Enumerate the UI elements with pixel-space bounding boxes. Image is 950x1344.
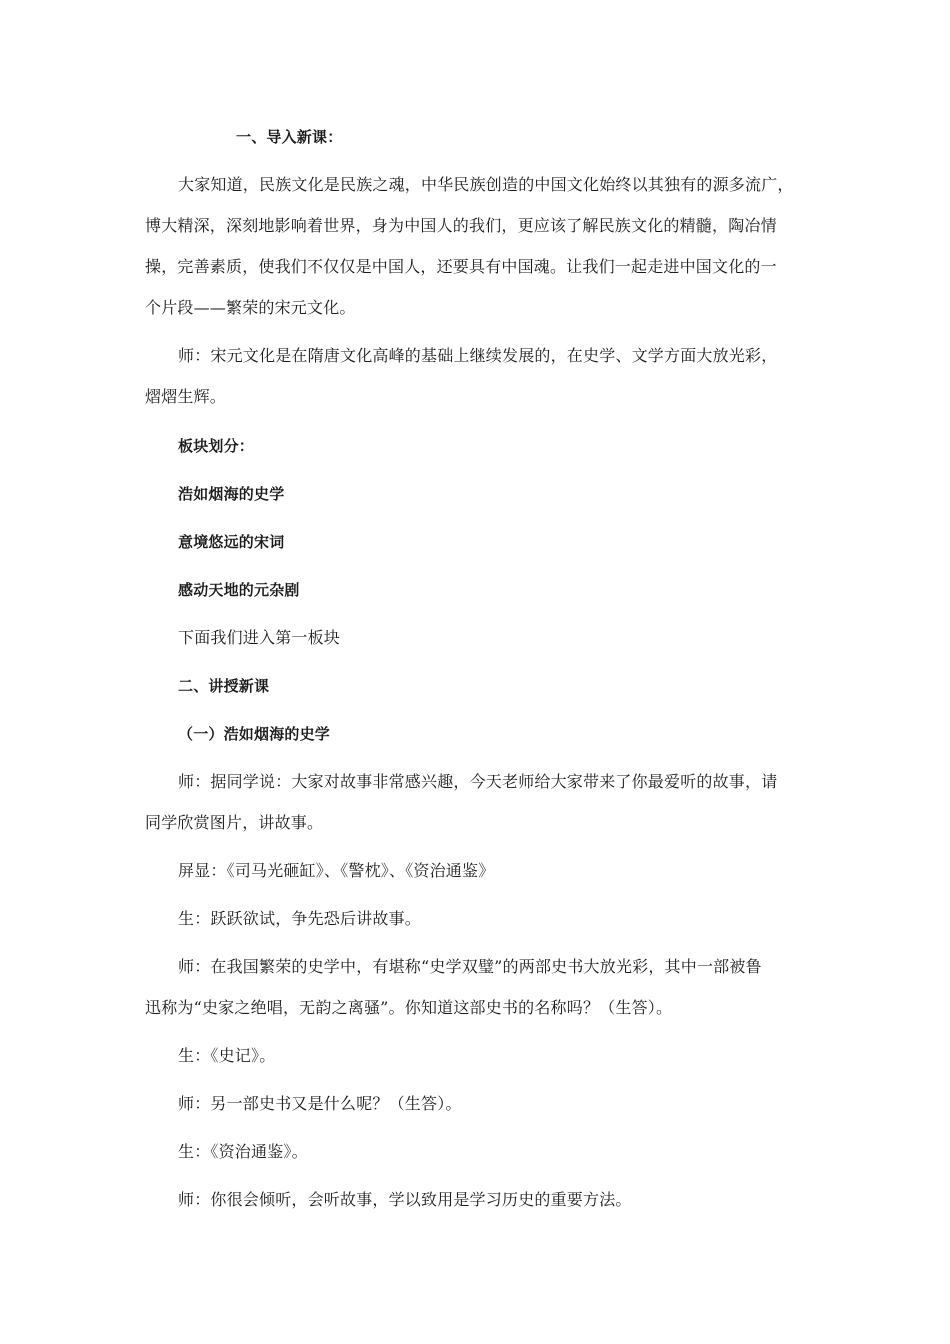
screen-display-text: 屏显：《司马光砸缸》、《警枕》、《资治通鉴》: [178, 861, 495, 880]
section-division-label: 板块划分：: [178, 437, 255, 455]
teacher-final: 师：你很会倾听，会听故事，学以致用是学习历史的重要方法。: [178, 1190, 632, 1209]
teacher-para2-line-1: 师：据同学说：大家对故事非常感兴趣，今天老师给大家带来了你最爱听的故事，请: [178, 772, 778, 791]
teacher-para2-line-2: 同学欣赏图片，讲故事。: [145, 813, 324, 832]
teacher-para3-line-2: 迅称为“史家之绝唱，无韵之离骚”。你知道这部史书的名称吗？（生答）。: [145, 998, 673, 1017]
section-item-zaju: 感动天地的元杂剧: [178, 581, 300, 599]
student-answer-1: 生：跃跃欲试，争先恐后讲故事。: [178, 909, 422, 928]
intro-para-line-4: 个片段——繁荣的宋元文化。: [145, 298, 356, 317]
teacher-para1-line-1: 师：宋元文化是在隋唐文化高峰的基础上继续发展的，在史学、文学方面大放光彩，: [178, 346, 778, 365]
student-answer-3: 生：《资治通鉴》。: [178, 1142, 308, 1161]
subheading-history: （一）浩如烟海的史学: [178, 725, 331, 743]
teacher-question-2: 师：另一部史书又是什么呢？（生答）。: [178, 1094, 462, 1113]
student-answer-2: 生：《史记》。: [178, 1046, 276, 1065]
teacher-para1-line-2: 熠熠生辉。: [145, 387, 227, 406]
intro-para-line-1: 大家知道，民族文化是民族之魂，中华民族创造的中国文化始终以其独有的源多流广，: [178, 175, 794, 194]
intro-para-line-2: 博大精深，深刻地影响着世界，身为中国人的我们，更应该了解民族文化的精髓，陶冶情: [145, 216, 777, 235]
teacher-para3-line-1: 师：在我国繁荣的史学中，有堪称“史学双璧”的两部史书大放光彩，其中一部被鲁: [178, 957, 762, 976]
heading-intro: 一、导入新课：: [236, 128, 343, 146]
heading-new-lesson: 二、讲授新课: [178, 677, 270, 695]
section-item-history: 浩如烟海的史学: [178, 485, 285, 503]
transition-text: 下面我们进入第一板块: [178, 628, 341, 647]
intro-para-line-3: 操，完善素质，使我们不仅仅是中国人，还要具有中国魂。让我们一起走进中国文化的一: [145, 257, 777, 276]
section-item-ci: 意境悠远的宋词: [178, 533, 285, 551]
